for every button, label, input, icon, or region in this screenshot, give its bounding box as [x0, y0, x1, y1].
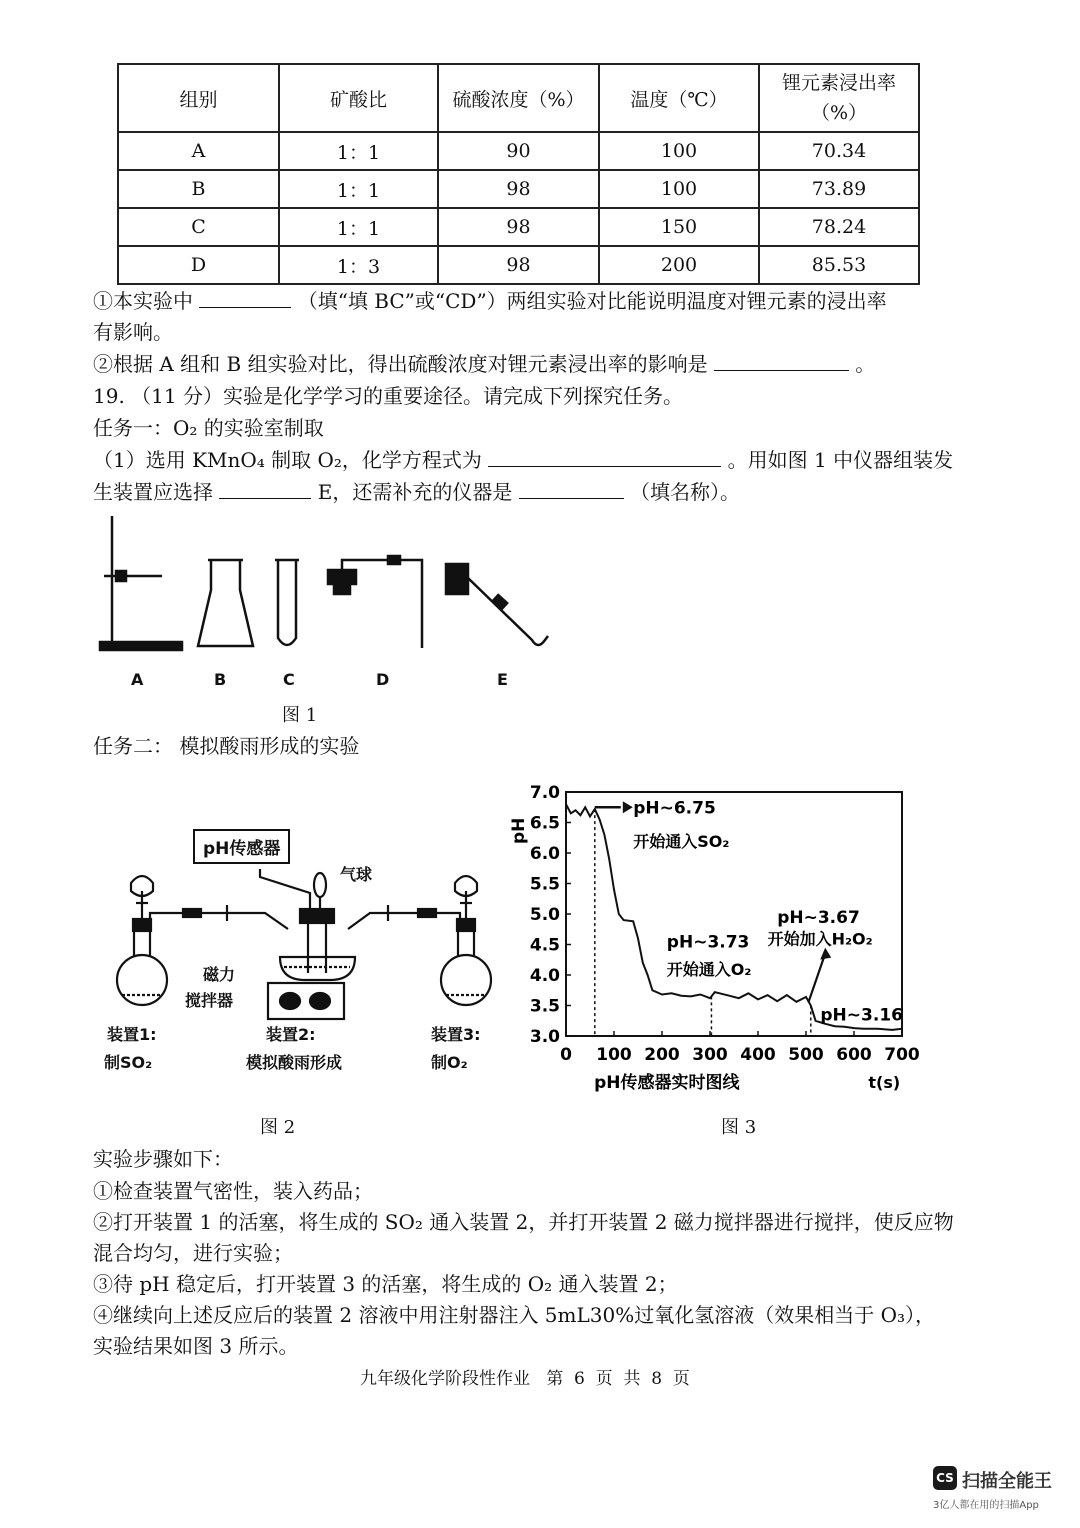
x-tick-label: 700: [884, 1045, 920, 1065]
x-tick-label: 600: [836, 1045, 872, 1065]
scanner-logo: CS: [933, 1466, 957, 1490]
annotation-ph-end: pH~3.16: [820, 1005, 903, 1026]
question-text: （填名称）。: [630, 480, 741, 504]
step-2-cont: 混合均匀，进行实验；: [93, 1241, 293, 1265]
annotation-arrowhead: [820, 948, 831, 960]
ph-sensor-label: pH传感器: [193, 829, 290, 864]
part-1-cont: [93, 478, 740, 506]
table-cell: 1：1: [279, 208, 438, 246]
answer-blank[interactable]: [199, 289, 291, 308]
table-cell: 98: [438, 170, 599, 208]
table-cell: 85.53: [759, 246, 919, 284]
y-axis-label: pH: [509, 817, 529, 844]
question-text: E，还需补充的仪器是: [317, 480, 513, 504]
question-text: （填“填 BC”或“CD”）两组实验对比能说明温度对锂元素的浸出率: [297, 289, 887, 313]
table-cell: A: [118, 132, 279, 170]
magnetic-stirrer: [268, 983, 344, 1019]
table-cell: 100: [599, 132, 759, 170]
table-header: 温度（℃）: [599, 64, 759, 132]
table-cell: 70.34: [759, 132, 919, 170]
step-2: ②打开装置 1 的活塞，将生成的 SO₂ 通入装置 2，并打开装置 2 磁力搅拌器进行搅拌，使反应物: [93, 1210, 954, 1234]
table-header: [759, 64, 919, 132]
annotation-o2: 开始通入O₂: [666, 959, 752, 979]
y-tick-label: 6.0: [529, 844, 560, 864]
y-tick-label: 7.0: [529, 783, 560, 803]
device-1-flask: [117, 876, 167, 1005]
x-tick-label: 300: [692, 1045, 728, 1065]
table-row: [118, 170, 919, 208]
table-header: 硫酸浓度（%）: [438, 64, 599, 132]
x-tick-label: 100: [596, 1045, 632, 1065]
table-cell: 100: [599, 170, 759, 208]
gas-pipe-right: [348, 913, 460, 929]
table-cell: 90: [438, 132, 599, 170]
table-row: [118, 132, 919, 170]
table-header: 矿酸比: [279, 64, 438, 132]
table-cell: 1：1: [279, 132, 438, 170]
step-1: ①检查装置气密性，装入药品；: [93, 1179, 373, 1203]
table-cell: C: [118, 208, 279, 246]
pipe-connector: [418, 909, 436, 917]
figure-2-caption: 图 2: [260, 1117, 296, 1138]
y-tick-label: 3.0: [529, 1027, 560, 1047]
figure-1-apparatus: [90, 508, 560, 668]
table-cell: 1：3: [279, 246, 438, 284]
stirrer-label: 搅拌器: [185, 991, 234, 1010]
answer-blank[interactable]: [519, 480, 624, 499]
y-tick-label: 4.5: [529, 935, 560, 956]
x-axis-label: t(s): [868, 1073, 901, 1092]
answer-blank[interactable]: [714, 352, 849, 371]
table-row: [118, 208, 919, 246]
question-text: 。: [855, 352, 876, 376]
ph-chart: [490, 780, 930, 1100]
header-line: （%）: [810, 102, 868, 124]
annotation-ph-start: pH~6.75: [633, 798, 716, 819]
task-1-title: 任务一：O₂ 的实验室制取: [93, 416, 324, 440]
question-text: ①本实验中: [93, 289, 193, 313]
question-text: 。用如图 1 中仪器组装发: [727, 448, 954, 472]
figure-3-caption: 图 3: [721, 1117, 757, 1138]
annotation-arrowhead: [623, 801, 633, 813]
step-4: ④继续向上述反应后的装置 2 溶液中用注射器注入 5mL30%过氧化氢溶液（效果相当于 O₃），: [93, 1303, 935, 1327]
figure-2-apparatus: [100, 825, 500, 1025]
stopper-with-bent-tube: [328, 556, 422, 648]
table-cell: 150: [599, 208, 759, 246]
question-text: （1）选用 KMnO₄ 制取 O₂，化学方程式为: [93, 448, 482, 472]
table-cell: 98: [438, 208, 599, 246]
table-cell: D: [118, 246, 279, 284]
table-cell: 98: [438, 246, 599, 284]
part-1: [93, 446, 953, 474]
table-row: [118, 246, 919, 284]
device-1-label: 装置1:: [107, 1025, 157, 1044]
balloon-label: 气球: [340, 865, 373, 884]
header-line: 锂元素浸出率: [781, 72, 896, 94]
x-tick-label: 200: [644, 1045, 680, 1065]
device-2-flask: [260, 869, 355, 980]
table-header-row: [118, 64, 919, 132]
answer-blank[interactable]: [219, 480, 311, 499]
iron-stand: [100, 516, 182, 650]
step-4-cont: 实验结果如图 3 所示。: [93, 1334, 299, 1358]
y-tick-label: 4.0: [529, 966, 560, 986]
pipe-connector: [183, 909, 201, 917]
table-cell: 200: [599, 246, 759, 284]
step-3: ③待 pH 稳定后，打开装置 3 的活塞，将生成的 O₂ 通入装置 2；: [93, 1272, 678, 1296]
chart-title: pH传感器实时图线: [594, 1073, 740, 1093]
page-footer: 九年级化学阶段性作业 第 6 页 共 8 页: [360, 1369, 690, 1389]
device-1-label: 制SO₂: [104, 1053, 153, 1072]
table-cell: 1：1: [279, 170, 438, 208]
test-tube: [275, 560, 299, 645]
device-2-label: 模拟酸雨形成: [246, 1053, 343, 1072]
x-tick-label: 0: [560, 1045, 572, 1065]
stopper-with-delivery-tube: [446, 564, 548, 645]
table-header: 组别: [118, 64, 279, 132]
x-tick-label: 400: [740, 1045, 776, 1065]
device-3-label: 装置3:: [431, 1025, 481, 1044]
question-1-cont: 有影响。: [93, 320, 173, 344]
y-tick-label: 6.5: [529, 813, 560, 834]
device-2-label: 装置2:: [266, 1025, 316, 1044]
question-1: [93, 287, 887, 315]
fig1-label: B: [214, 670, 227, 689]
y-tick-label: 3.5: [529, 996, 560, 1017]
table-cell: 78.24: [759, 208, 919, 246]
task-2-title: 任务二： 模拟酸雨形成的实验: [93, 734, 360, 758]
annotation-h2o2: 开始加入H₂O₂: [767, 929, 873, 949]
fig1-label: D: [376, 670, 390, 689]
annotation-ph-o2: pH~3.73: [666, 932, 750, 953]
fig1-label: C: [283, 670, 295, 689]
answer-blank[interactable]: [488, 448, 721, 467]
scanner-name: 扫描全能王: [962, 1471, 1052, 1492]
stirrer-label: 磁力: [203, 965, 236, 984]
y-tick-label: 5.0: [529, 905, 560, 925]
scanner-tagline: 3亿人都在用的扫描App: [933, 1500, 1039, 1511]
annotation-ph-h2o2: pH~3.67: [777, 908, 860, 929]
question-text: ②根据 A 组和 B 组实验对比，得出硫酸浓度对锂元素浸出率的影响是: [93, 352, 708, 376]
y-tick-label: 5.5: [529, 874, 560, 895]
table-cell: B: [118, 170, 279, 208]
conical-flask: [198, 560, 253, 646]
device-3-label: 制O₂: [431, 1053, 468, 1072]
gas-pipe-left: [150, 913, 288, 929]
question-19-title: 19. （11 分）实验是化学学习的重要途径。请完成下列探究任务。: [93, 384, 683, 408]
figure-1-caption: 图 1: [282, 705, 318, 726]
fig1-label: E: [497, 670, 508, 689]
table-cell: 73.89: [759, 170, 919, 208]
annotation-arrow: [808, 954, 825, 1003]
x-tick-label: 500: [788, 1045, 824, 1065]
annotation-so2: 开始通入SO₂: [633, 831, 730, 851]
question-2: [93, 350, 875, 378]
steps-title: 实验步骤如下：: [93, 1147, 233, 1171]
question-text: 生装置应选择: [93, 480, 213, 504]
fig1-label: A: [131, 670, 144, 689]
device-3-flask: [441, 876, 491, 1005]
leaching-table: [117, 63, 920, 285]
